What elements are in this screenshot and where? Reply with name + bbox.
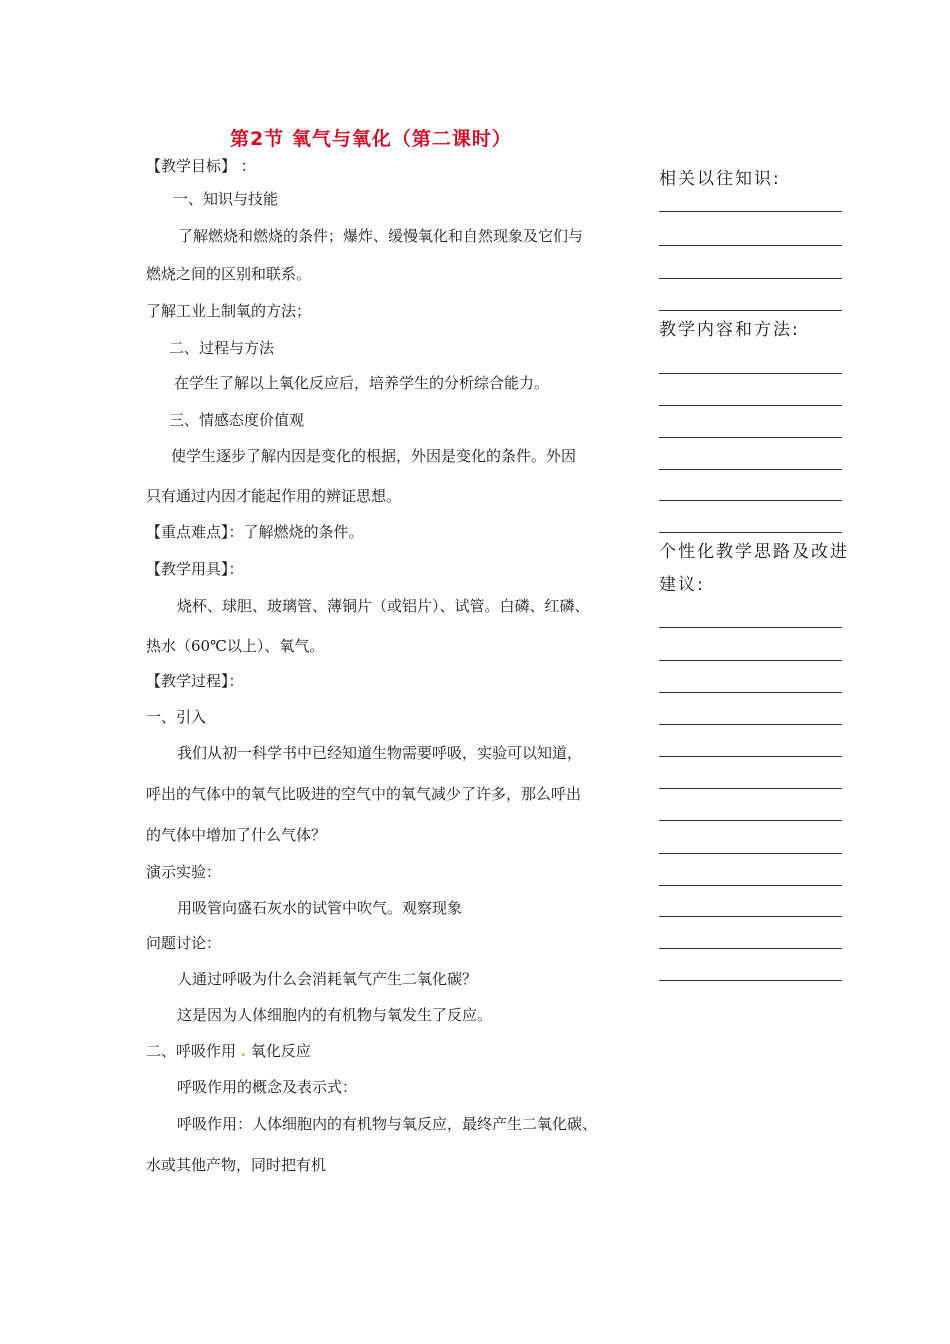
section-process: 二、过程与方法 — [169, 339, 275, 357]
tools-line-1: 烧杯、球胆、玻璃管、薄铜片（或铝片）、试管。白磷、红磷、 — [177, 597, 590, 615]
blank-line — [659, 211, 842, 212]
demo-heading: 演示实验： — [146, 863, 222, 881]
respiration-def-1: 呼吸作用：人体细胞内的有机物与氧反应，最终产生二氧化碳、 — [177, 1115, 598, 1133]
process-heading: 【教学过程】： — [146, 672, 244, 690]
respiration-concept: 呼吸作用的概念及表示式： — [177, 1078, 358, 1096]
blank-line — [659, 405, 842, 406]
sidebar-label-personalized-2: 建议: — [659, 575, 705, 595]
process-line: 在学生了解以上氧化反应后，培养学生的分析综合能力。 — [174, 374, 550, 392]
key-point: 【重点难点】：了解燃烧的条件。 — [146, 523, 364, 541]
blank-line — [659, 692, 842, 693]
sidebar-label-personalized-1: 个性化教学思路及改进 — [659, 542, 849, 562]
blank-line — [659, 660, 842, 661]
goal-heading: 【教学目标】 ： — [146, 157, 256, 175]
discuss-answer: 这是因为人体细胞内的有机物与氧发生了反应。 — [177, 1006, 493, 1024]
intro-line-2: 呼出的气体中的氧气比吸进的空气中的氧气减少了许多，那么呼出 — [146, 785, 582, 803]
blank-line — [659, 756, 842, 757]
blank-line — [659, 278, 842, 279]
blank-line — [659, 245, 842, 246]
blank-line — [659, 885, 842, 886]
knowledge-line-2: 燃烧之间的区别和联系。 — [146, 265, 312, 283]
blank-line — [659, 948, 842, 949]
blank-line — [659, 980, 842, 981]
blank-line — [659, 853, 842, 854]
knowledge-line-3: 了解工业上制氧的方法； — [146, 302, 312, 320]
demo-line: 用吸管向盛石灰水的试管中吹气。观察现象 — [177, 899, 463, 917]
blank-line — [659, 724, 842, 725]
blank-line — [659, 532, 842, 533]
green-dot: . — [240, 1042, 247, 1060]
tools-heading: 【教学用具】： — [146, 560, 244, 578]
blank-line — [659, 310, 842, 311]
page-title: 第2节 氧气与氧化（第二课时） — [230, 128, 512, 150]
respiration-heading-label: 二、呼吸作用 — [146, 1042, 237, 1060]
sidebar-label-content-method: 教学内容和方法: — [659, 320, 800, 340]
values-line-1: 使学生逐步了解内因是变化的根据，外因是变化的条件。外因 — [171, 447, 577, 465]
values-line-2: 只有通过内因才能起作用的辨证思想。 — [146, 487, 402, 505]
blank-line — [659, 788, 842, 789]
blank-line — [659, 469, 842, 470]
blank-line — [659, 437, 842, 438]
blank-line — [659, 627, 842, 628]
blank-line — [659, 500, 842, 501]
section-values: 三、情感态度价值观 — [169, 411, 305, 429]
blank-line — [659, 820, 842, 821]
respiration-def-2: 水或其他产物，同时把有机 — [146, 1156, 327, 1174]
sidebar-label-prior-knowledge: 相关以往知识: — [659, 169, 781, 189]
knowledge-line-1: 了解燃烧和燃烧的条件；爆炸、缓慢氧化和自然现象及它们与 — [178, 227, 584, 245]
respiration-heading — [146, 1041, 311, 1061]
section-knowledge: 一、知识与技能 — [173, 190, 279, 208]
intro-line-3: 的气体中增加了什么气体？ — [146, 826, 327, 844]
tools-line-2: 热水（60℃以上）、氧气。 — [146, 637, 325, 655]
discuss-heading: 问题讨论： — [146, 934, 222, 952]
blank-line — [659, 916, 842, 917]
respiration-heading-sub: 氧化反应 — [250, 1042, 311, 1060]
discuss-question: 人通过呼吸为什么会消耗氧气产生二氧化碳？ — [177, 970, 478, 988]
blank-line — [659, 373, 842, 374]
intro-line-1: 我们从初一科学书中已经知道生物需要呼吸，实验可以知道， — [177, 744, 583, 762]
intro-heading: 一、引入 — [146, 708, 207, 726]
